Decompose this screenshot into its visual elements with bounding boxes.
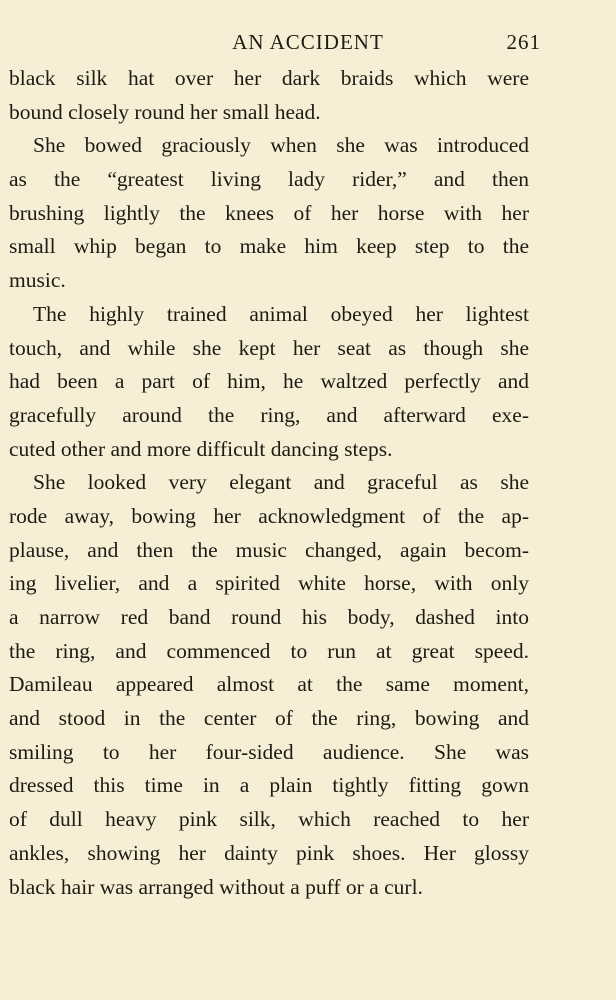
text-line: ing livelier, and a spirited white horse, with only bbox=[9, 571, 529, 596]
page-number: 261 bbox=[506, 30, 541, 54]
text-line: touch, and while she kept her seat as though she bbox=[9, 335, 529, 360]
body-text bbox=[9, 62, 529, 904]
text-line: rode away, bowing her acknowledgment of the ap- bbox=[9, 503, 529, 528]
text-line: She bowed graciously when she was introduced bbox=[33, 133, 529, 158]
text-line: music. bbox=[9, 268, 66, 293]
text-line: She looked very elegant and graceful as she bbox=[33, 470, 529, 495]
text-line: brushing lightly the knees of her horse with her bbox=[9, 200, 529, 225]
text-line: black hair was arranged without a puff or a curl. bbox=[9, 874, 423, 899]
text-line: smiling to her four-sided audience. She was bbox=[9, 739, 529, 764]
text-line: Damileau appeared almost at the same moment, bbox=[9, 672, 529, 697]
text-line: gracefully around the ring, and afterward exe- bbox=[9, 402, 529, 427]
text-line: had been a part of him, he waltzed perfectly and bbox=[9, 369, 529, 394]
text-line: and stood in the center of the ring, bowing and bbox=[9, 706, 529, 731]
text-line: The highly trained animal obeyed her lightest bbox=[33, 301, 529, 326]
text-line: plause, and then the music changed, again becom- bbox=[9, 537, 529, 562]
text-line: black silk hat over her dark braids which were bbox=[9, 66, 529, 90]
text-line: of dull heavy pink silk, which reached to her bbox=[9, 807, 529, 832]
text-line: cuted other and more difficult dancing steps. bbox=[9, 436, 393, 461]
text-line: small whip began to make him keep step to the bbox=[9, 234, 529, 259]
text-line: a narrow red band round his body, dashed into bbox=[9, 605, 529, 629]
running-title: AN ACCIDENT bbox=[232, 30, 384, 54]
running-head bbox=[0, 30, 616, 56]
text-line: as the “greatest living lady rider,” and then bbox=[9, 167, 529, 192]
text-line: bound closely round her small head. bbox=[9, 99, 321, 124]
text-line: dressed this time in a plain tightly fitting gown bbox=[9, 773, 529, 798]
text-line: the ring, and commenced to run at great speed. bbox=[9, 638, 529, 663]
text-line: ankles, showing her dainty pink shoes. Her glossy bbox=[9, 840, 529, 865]
